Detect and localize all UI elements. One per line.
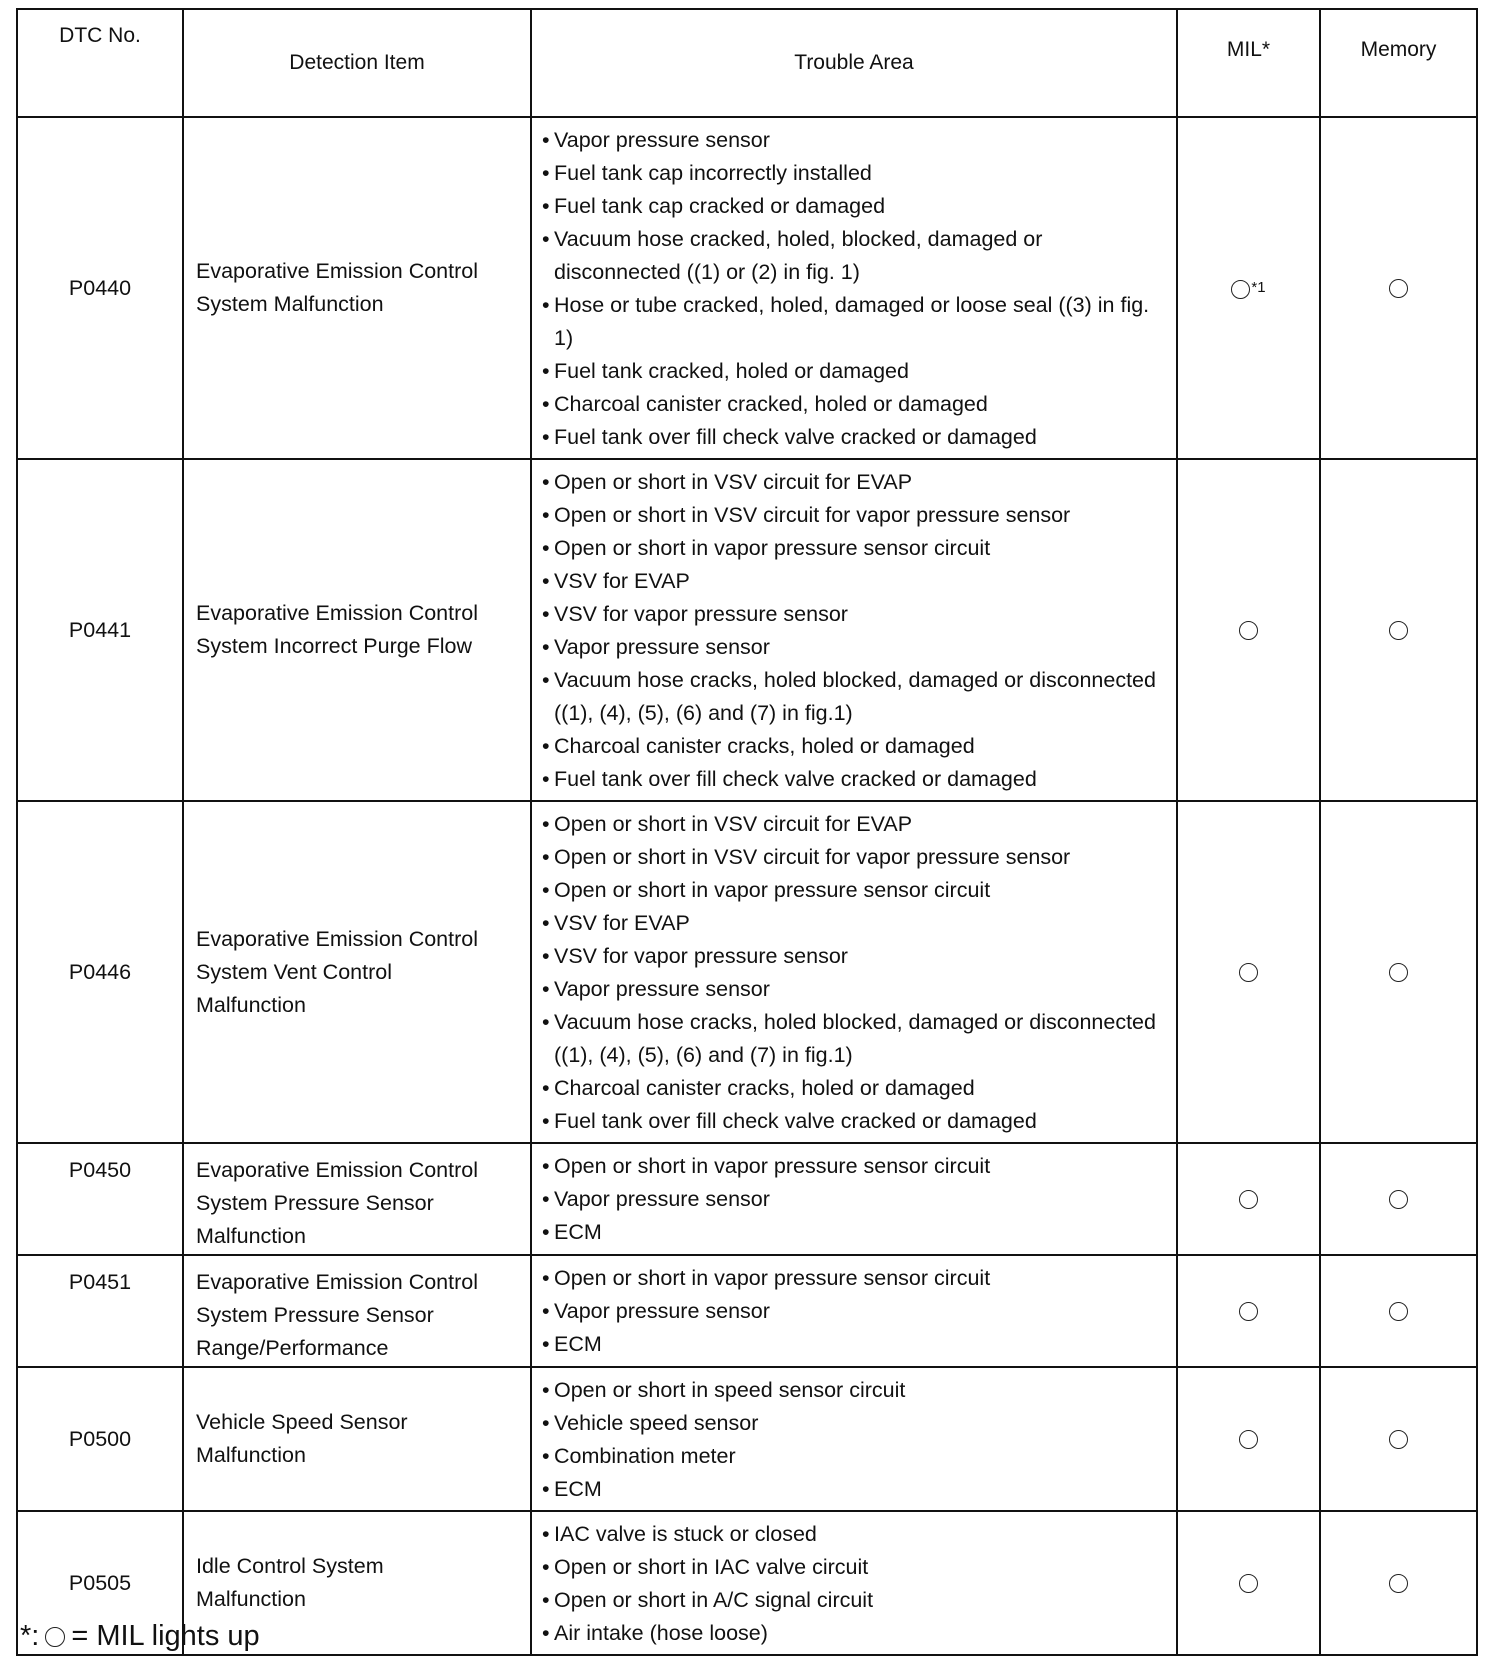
table-row xyxy=(17,459,1477,801)
trouble-area xyxy=(531,1255,1177,1367)
list-item: • Charcoal canister cracks, holed or damaged xyxy=(542,1072,1168,1105)
mil-cell xyxy=(1177,459,1320,801)
list-item: • Hose or tube cracked, holed, damaged or loose seal ((3) in fig. 1) xyxy=(542,289,1168,355)
detection-item-line: Malfunction xyxy=(196,1587,306,1611)
table-row xyxy=(17,1255,1477,1367)
detection-item-line: Malfunction xyxy=(196,1224,306,1248)
memory-cell xyxy=(1320,117,1477,459)
list-item: • ECM xyxy=(542,1216,1168,1249)
list-item: • Vacuum hose cracked, holed, blocked, damaged or disconnected ((1) or (2) in fig. 1) xyxy=(542,223,1168,289)
detection-item-line: System Pressure Sensor xyxy=(196,1191,434,1215)
table-row xyxy=(17,801,1477,1143)
trouble-area xyxy=(531,1143,1177,1255)
detection-item-line: System Vent Control xyxy=(196,959,392,984)
detection-item-line: Malfunction xyxy=(196,1443,306,1467)
dtc-code: P0450 xyxy=(17,1143,183,1255)
memory-cell xyxy=(1320,1367,1477,1511)
trouble-area xyxy=(531,1511,1177,1655)
memory-cell xyxy=(1320,1255,1477,1367)
table-row xyxy=(17,1367,1477,1511)
detection-item xyxy=(183,459,531,801)
list-item: • VSV for vapor pressure sensor xyxy=(542,598,1168,631)
detection-item-line: System Incorrect Purge Flow xyxy=(196,634,473,658)
table-row xyxy=(17,117,1477,459)
detection-item-line: Vehicle Speed Sensor xyxy=(196,1410,408,1434)
circle-icon xyxy=(1239,963,1258,982)
list-item: • IAC valve is stuck or closed xyxy=(542,1518,1168,1551)
list-item: • Charcoal canister cracked, holed or damaged xyxy=(542,388,1168,421)
detection-item-line: Malfunction xyxy=(196,992,306,1017)
trouble-area-list xyxy=(542,124,1168,454)
dtc-table xyxy=(16,8,1478,1656)
list-item: • Vacuum hose cracks, holed blocked, damaged or disconnected ((1), (4), (5), (6) and (7) in fig.1) xyxy=(542,664,1168,730)
mil-cell xyxy=(1177,1255,1320,1367)
circle-icon xyxy=(1389,279,1408,298)
list-item: • Open or short in vapor pressure sensor circuit xyxy=(542,1262,1168,1295)
list-item: • Fuel tank over fill check valve cracked or damaged xyxy=(542,1105,1168,1138)
circle-icon xyxy=(1239,1574,1258,1593)
footnote xyxy=(20,1620,260,1653)
header-row xyxy=(17,9,1477,117)
list-item: • Vacuum hose cracks, holed blocked, damaged or disconnected ((1), (4), (5), (6) and (7) in fig.1) xyxy=(542,1006,1168,1072)
mil-cell xyxy=(1177,117,1320,459)
trouble-area-list xyxy=(542,1374,1168,1506)
circle-icon xyxy=(1389,963,1408,982)
list-item: • Air intake (hose loose) xyxy=(542,1617,1168,1650)
mil-footnote-ref: *1 xyxy=(1251,278,1266,296)
list-item: • Open or short in vapor pressure sensor circuit xyxy=(542,874,1168,907)
dtc-code: P0441 xyxy=(17,459,183,801)
list-item: • ECM xyxy=(542,1473,1168,1506)
circle-icon xyxy=(1239,1430,1258,1449)
list-item: • Combination meter xyxy=(542,1440,1168,1473)
detection-item xyxy=(183,801,531,1143)
list-item: • Fuel tank cracked, holed or damaged xyxy=(542,355,1168,388)
list-item: • Vapor pressure sensor xyxy=(542,124,1168,157)
mil-cell xyxy=(1177,801,1320,1143)
memory-cell xyxy=(1320,801,1477,1143)
list-item: • ECM xyxy=(542,1328,1168,1361)
header-memory: Memory xyxy=(1320,9,1477,117)
trouble-area xyxy=(531,117,1177,459)
dtc-code: P0440 xyxy=(17,117,183,459)
list-item: • Vehicle speed sensor xyxy=(542,1407,1168,1440)
list-item: • Vapor pressure sensor xyxy=(542,631,1168,664)
circle-icon xyxy=(1239,1190,1258,1209)
detection-item-line: Evaporative Emission Control xyxy=(196,259,479,283)
list-item: • Open or short in VSV circuit for EVAP xyxy=(542,466,1168,499)
circle-icon xyxy=(1239,621,1258,640)
header-trouble-area: Trouble Area xyxy=(531,9,1177,117)
list-item: • VSV for EVAP xyxy=(542,907,1168,940)
list-item: • Open or short in vapor pressure sensor circuit xyxy=(542,1150,1168,1183)
detection-item xyxy=(183,117,531,459)
detection-item-line: Evaporative Emission Control xyxy=(196,601,479,625)
detection-item xyxy=(183,1143,531,1255)
detection-item-line: System Pressure Sensor xyxy=(196,1303,434,1327)
list-item: • VSV for vapor pressure sensor xyxy=(542,940,1168,973)
trouble-area-list xyxy=(542,1518,1168,1650)
trouble-area-list xyxy=(542,1262,1168,1361)
detection-item xyxy=(183,1367,531,1511)
circle-icon xyxy=(1389,1302,1408,1321)
circle-icon xyxy=(1389,1430,1408,1449)
list-item: • Open or short in IAC valve circuit xyxy=(542,1551,1168,1584)
detection-item-line: Evaporative Emission Control xyxy=(196,1158,479,1182)
footnote-prefix: *: xyxy=(20,1620,40,1652)
dtc-table-sheet xyxy=(16,8,1478,1656)
dtc-code: P0451 xyxy=(17,1255,183,1367)
footnote-text: = MIL lights up xyxy=(71,1620,260,1652)
list-item: • VSV for EVAP xyxy=(542,565,1168,598)
detection-item-line: Evaporative Emission Control xyxy=(196,926,479,951)
dtc-code: P0505 xyxy=(17,1511,183,1655)
list-item: • Vapor pressure sensor xyxy=(542,1183,1168,1216)
trouble-area-list xyxy=(542,466,1168,796)
circle-icon xyxy=(1389,621,1408,640)
memory-cell xyxy=(1320,1511,1477,1655)
memory-cell xyxy=(1320,459,1477,801)
list-item: • Open or short in VSV circuit for vapor pressure sensor xyxy=(542,841,1168,874)
dtc-code: P0500 xyxy=(17,1367,183,1511)
memory-cell xyxy=(1320,1143,1477,1255)
list-item: • Open or short in VSV circuit for EVAP xyxy=(542,808,1168,841)
detection-item-line: Range/Performance xyxy=(196,1336,389,1360)
detection-item-line: Idle Control System xyxy=(196,1554,384,1578)
header-mil: MIL* xyxy=(1177,9,1320,117)
table-row xyxy=(17,1143,1477,1255)
trouble-area-list xyxy=(542,808,1168,1138)
circle-icon xyxy=(1231,280,1250,299)
list-item: • Open or short in VSV circuit for vapor pressure sensor xyxy=(542,499,1168,532)
header-detection-item: Detection Item xyxy=(183,9,531,117)
list-item: • Fuel tank over fill check valve cracked or damaged xyxy=(542,421,1168,454)
list-item: • Open or short in speed sensor circuit xyxy=(542,1374,1168,1407)
circle-icon xyxy=(45,1627,65,1647)
circle-icon xyxy=(1389,1190,1408,1209)
trouble-area xyxy=(531,1367,1177,1511)
circle-icon xyxy=(1389,1574,1408,1593)
list-item: • Vapor pressure sensor xyxy=(542,973,1168,1006)
list-item: • Fuel tank cap cracked or damaged xyxy=(542,190,1168,223)
list-item: • Open or short in vapor pressure sensor circuit xyxy=(542,532,1168,565)
circle-icon xyxy=(1239,1302,1258,1321)
list-item: • Open or short in A/C signal circuit xyxy=(542,1584,1168,1617)
list-item: • Fuel tank cap incorrectly installed xyxy=(542,157,1168,190)
dtc-code: P0446 xyxy=(17,801,183,1143)
mil-cell xyxy=(1177,1511,1320,1655)
list-item: • Charcoal canister cracks, holed or damaged xyxy=(542,730,1168,763)
detection-item-line: Evaporative Emission Control xyxy=(196,1270,479,1294)
detection-item-line: System Malfunction xyxy=(196,292,384,316)
mil-cell xyxy=(1177,1367,1320,1511)
list-item: • Vapor pressure sensor xyxy=(542,1295,1168,1328)
trouble-area-list xyxy=(542,1150,1168,1249)
detection-item xyxy=(183,1255,531,1367)
trouble-area xyxy=(531,801,1177,1143)
list-item: • Fuel tank over fill check valve cracked or damaged xyxy=(542,763,1168,796)
mil-cell xyxy=(1177,1143,1320,1255)
trouble-area xyxy=(531,459,1177,801)
header-dtc-no: DTC No. xyxy=(17,9,183,117)
